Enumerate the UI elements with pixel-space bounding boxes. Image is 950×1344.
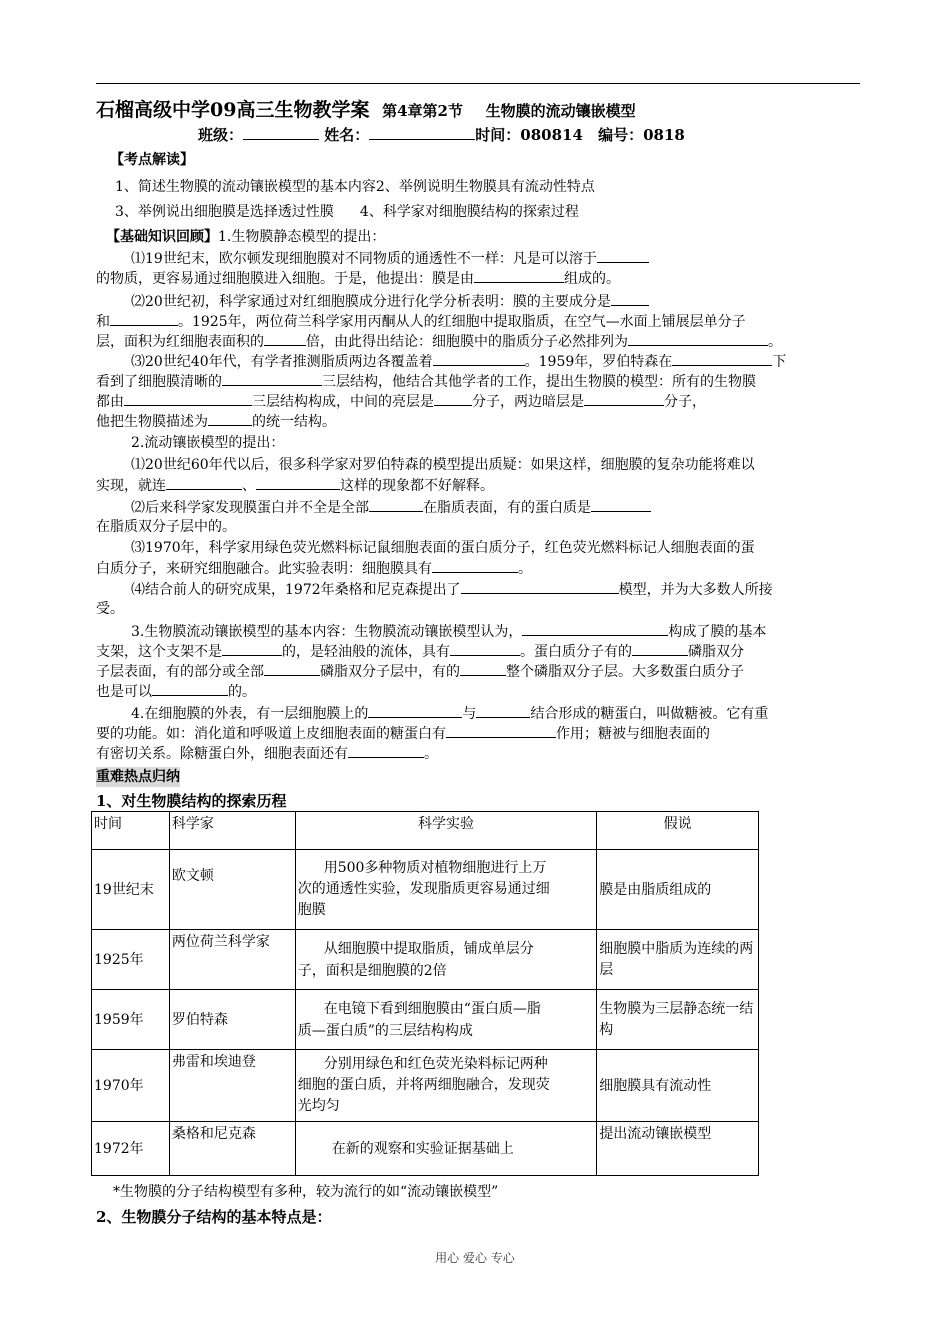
kaodian-title: 【考点解读】 [110, 152, 194, 168]
features-heading: 2、生物膜分子结构的基本特点是： [96, 1208, 332, 1226]
topic-label: 生物膜的流动镶嵌模型 [485, 102, 636, 120]
table-header-row [92, 812, 759, 850]
para-2b: 和 。1925年，两位荷兰科学家用丙酮从人的红细胞中提取脂质，在空气—水面上铺展层单分子 [96, 311, 746, 332]
para-2a: ⑵20世纪初，科学家通过对红细胞膜成分进行化学分析表明：膜的主要成分是 [131, 291, 649, 312]
para-q2a: ⑵后来科学家发现膜蛋白并不全是全部 在脂质表面，有的蛋白质是 [131, 497, 651, 518]
page-footer: 用心 爱心 专心 [435, 1251, 515, 1265]
para-s1b: 要的功能。如：消化道和呼吸道上皮细胞表面的糖蛋白有 作用；糖被与细胞表面的 [96, 723, 710, 744]
para-r1b: 支架，这个支架不是 的，是轻油般的流体，具有 。蛋白质分子有的 磷脂双分 [96, 641, 744, 662]
chapter-label: 第4章第2节 [382, 102, 463, 120]
para-q2b: 在脂质双分子层中的。 [96, 519, 236, 535]
row-scientist: 弗雷和埃迪登 [169, 1050, 295, 1122]
table-row [92, 1050, 759, 1122]
kaodian-line-2: 3、举例说出细胞膜是选择透过性膜 4、科学家对细胞膜结构的探索过程 [115, 204, 579, 220]
para-3c: 都由 三层结构构成，中间的亮层是 分子，两边暗层是 分子， [96, 391, 706, 412]
para-3d: 他把生物膜描述为 的统一结构。 [96, 411, 336, 432]
row-time: 1972年 [92, 1122, 170, 1176]
para-s1c: 有密切关系。除糖蛋白外，细胞表面还有 。 [96, 743, 438, 764]
row-hypothesis: 提出流动镶嵌模型 [597, 1122, 759, 1176]
row-scientist: 罗伯特森 [169, 990, 295, 1050]
kaodian-line-1: 1、简述生物膜的流动镶嵌模型的基本内容2、举例说明生物膜具有流动性特点 [115, 179, 595, 195]
school-title: 石榴高级中学09高三生物教学案 [96, 99, 370, 121]
row-hypothesis: 膜是由脂质组成的 [597, 850, 759, 930]
row-scientist: 欧文顿 [169, 850, 295, 930]
para-s1a: 4.在细胞膜的外表，有一层细胞膜上的 与 结合形成的糖蛋白，叫做糖被。它有重 [131, 703, 768, 724]
name-label: 姓名： [324, 126, 370, 144]
row-time: 19世纪末 [92, 850, 170, 930]
table-note: *生物膜的分子结构模型有多种，较为流行的如“流动镶嵌模型” [113, 1184, 499, 1200]
history-table [91, 811, 759, 1176]
class-label: 班级： [198, 126, 244, 144]
para-r1a: 3.生物膜流动镶嵌模型的基本内容：生物膜流动镶嵌模型认为， 构成了膜的基本 [131, 621, 766, 642]
para-r1d: 也是可以 的。 [96, 681, 256, 702]
row-experiment: 分别用绿色和红色荧光染料标记两种 细胞的蛋白质，并将两细胞融合，发现荧 光均匀 [295, 1050, 597, 1122]
para-q4a: ⑷结合前人的研究成果，1972年桑格和尼克森提出了 模型，并为大多数人所接 [131, 579, 773, 600]
para-q4b: 受。 [96, 601, 124, 617]
row-experiment: 从细胞膜中提取脂质，铺成单层分 子，面积是细胞膜的2倍 [295, 930, 597, 990]
row-scientist: 桑格和尼克森 [169, 1122, 295, 1176]
para-3a: ⑶20世纪40年代，有学者推测脂质两边各覆盖着 。1959年，罗伯特森在 下 [131, 351, 786, 372]
header-experiment: 科学实验 [295, 812, 597, 850]
jichu-heading: 【基础知识回顾】1.生物膜静态模型的提出： [106, 229, 386, 245]
row-hypothesis: 生物膜为三层静态统一结构 [597, 990, 759, 1050]
row-hypothesis: 细胞膜具有流动性 [597, 1050, 759, 1122]
header-hypothesis: 假说 [597, 812, 759, 850]
para-1b: 的物质，更容易通过细胞膜进入细胞。于是，他提出：膜是由 组成的。 [96, 268, 620, 289]
doc-title [96, 98, 636, 123]
jichu-2: 2.流动镶嵌模型的提出： [131, 435, 285, 451]
table-row [92, 1122, 759, 1176]
para-r1c: 子层表面，有的部分或全部 磷脂双分子层中，有的 整个磷脂双分子层。大多数蛋白质分子 [96, 661, 744, 682]
row-experiment: 在新的观察和实验证据基础上 [295, 1122, 597, 1176]
zhongnan-heading: 重难热点归纳 [96, 769, 180, 785]
row-hypothesis: 细胞膜中脂质为连续的两层 [597, 930, 759, 990]
row-experiment: 用500多种物质对植物细胞进行上万 次的通透性实验，发现脂质更容易通过细 胞膜 [295, 850, 597, 930]
para-2c: 层，面积为红细胞表面积的 倍，由此得出结论：细胞膜中的脂质分子必然排列为 。 [96, 331, 782, 352]
number-label: 编号：0818 [598, 126, 685, 144]
row-time: 1959年 [92, 990, 170, 1050]
para-1a: ⑴19世纪末，欧尔顿发现细胞膜对不同物质的通透性不一样：凡是可以溶于 [131, 248, 649, 269]
para-q3a: ⑶1970年，科学家用绿色荧光燃料标记鼠细胞表面的蛋白质分子，红色荧光燃料标记人细胞表面的蛋 [131, 540, 755, 556]
para-3b: 看到了细胞膜清晰的 三层结构，他结合其他学者的工作，提出生物膜的模型：所有的生物膜 [96, 371, 756, 392]
para-q1b: 实现，就连 、 这样的现象都不好解释。 [96, 475, 494, 496]
class-blank [243, 125, 319, 140]
name-blank [369, 125, 475, 140]
row-scientist: 两位荷兰科学家 [169, 930, 295, 990]
row-time: 1970年 [92, 1050, 170, 1122]
header-rule [96, 83, 860, 84]
row-experiment: 在电镜下看到细胞膜由“蛋白质—脂 质—蛋白质”的三层结构构成 [295, 990, 597, 1050]
header-scientist: 科学家 [169, 812, 295, 850]
info-line [198, 125, 685, 145]
table-row [92, 850, 759, 930]
para-q1a: ⑴20世纪60年代以后，很多科学家对罗伯特森的模型提出质疑：如果这样，细胞膜的复杂功能将难以 [131, 457, 755, 473]
time-label: 时间：080814 [475, 126, 583, 144]
history-heading: 1、对生物膜结构的探索历程 [96, 792, 287, 810]
para-q3b: 白质分子，来研究细胞融合。此实验表明：细胞膜具有 。 [96, 558, 532, 579]
row-time: 1925年 [92, 930, 170, 990]
table-row [92, 930, 759, 990]
header-time: 时间 [92, 812, 170, 850]
table-row [92, 990, 759, 1050]
